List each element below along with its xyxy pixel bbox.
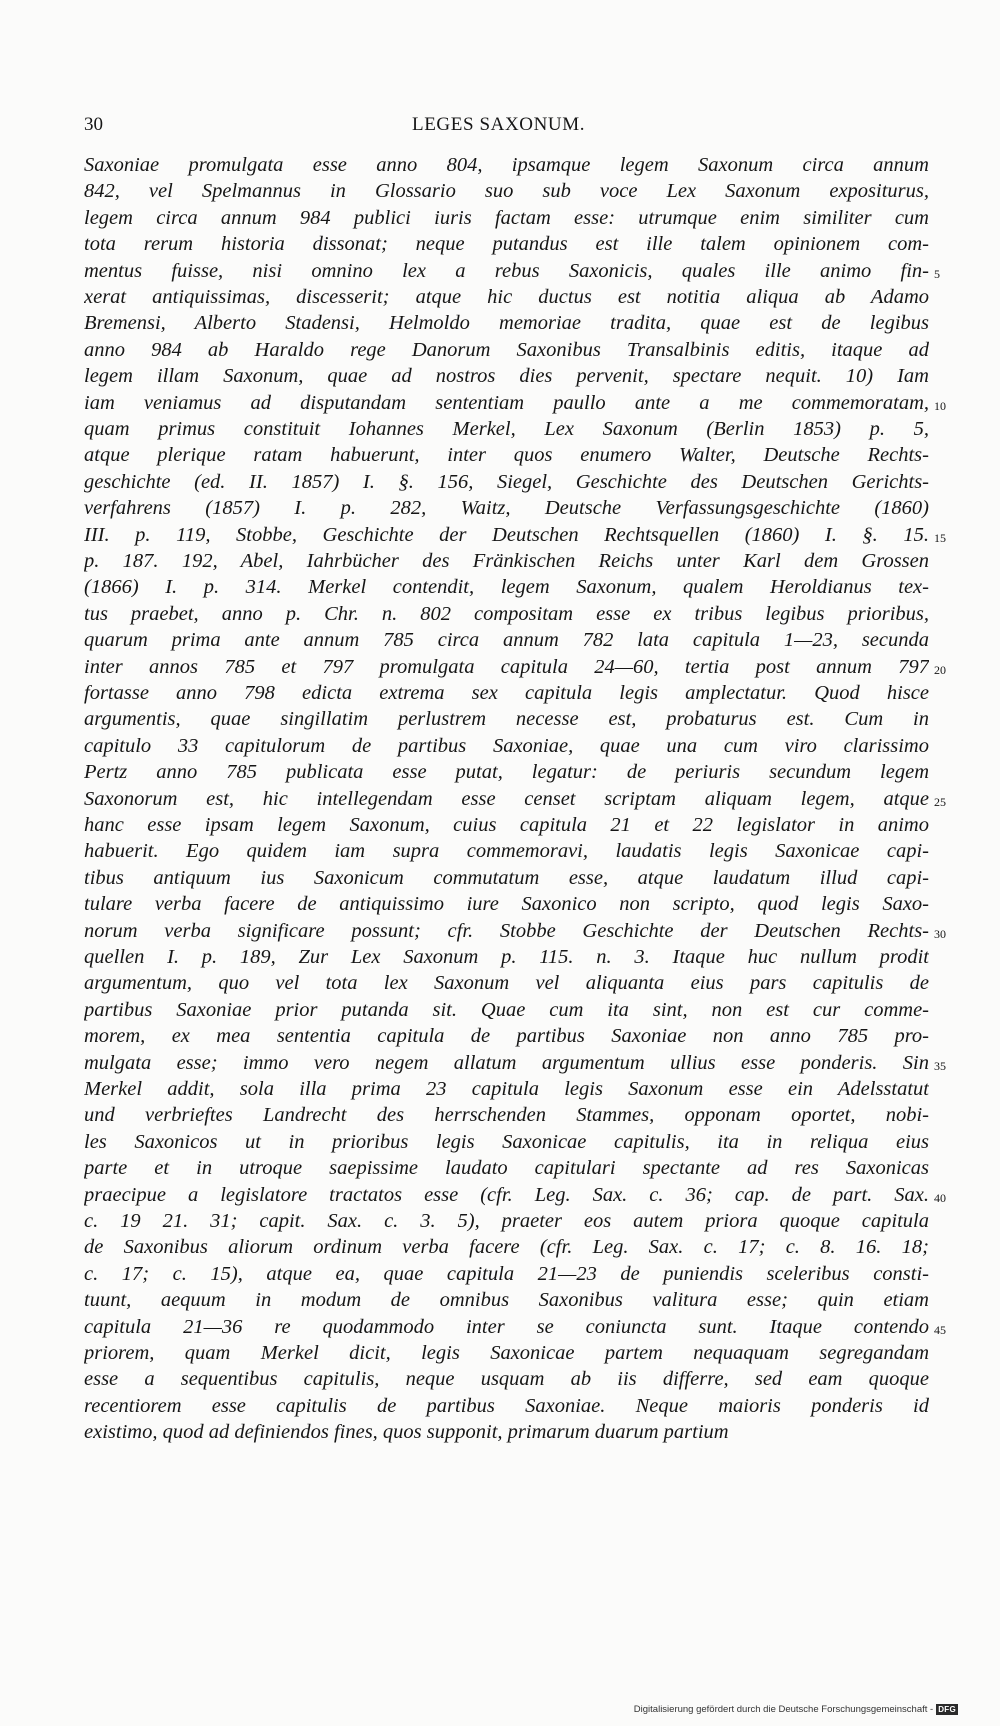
text-line: habuerit. Ego quidem iam supra commemoravi, laudatis legis Saxonicae capi- bbox=[84, 840, 929, 863]
line-number-marker: 15 bbox=[934, 530, 946, 545]
text-line: mentus fuisse, nisi omnino lex a rebus Saxonicis, quales ille animo fin- bbox=[84, 259, 929, 282]
text-line: iam veniamus ad disputandam sententiam paullo ante a me commemoratam, bbox=[84, 391, 929, 414]
text-line: xerat antiquissimas, discesserit; atque hic ductus est notitia aliqua ab Adamo bbox=[84, 286, 929, 308]
text-line: und verbrieftes Landrecht des herrschenden Stammes, opponam oportet, nobi- bbox=[84, 1104, 929, 1127]
text-line: (1866) I. p. 314. Merkel contendit, legem Saxonum, qualem Heroldianus tex- bbox=[84, 576, 929, 599]
text-line: capitulo 33 capitulorum de partibus Saxoniae, quae una cum viro clarissimo bbox=[84, 734, 929, 757]
text-line: atque plerique ratam habuerunt, inter quos enumero Walter, Deutsche Rechts- bbox=[84, 444, 929, 467]
credit-text: Digitalisierung gefördert durch die Deutsche Forschungsgemeinschaft - bbox=[633, 1704, 934, 1715]
line-number-marker: 30 bbox=[934, 926, 946, 941]
text-line: parte et in utroque saepissime laudato capitulari spectante ad res Saxonicas bbox=[84, 1157, 929, 1180]
text-line: p. 187. 192, Abel, Iahrbücher des Fränkischen Reichs unter Karl dem Grossen bbox=[84, 550, 929, 572]
text-line: priorem, quam Merkel dicit, legis Saxonicae partem nequaquam segregandam bbox=[84, 1342, 929, 1364]
text-line: Saxoniae promulgata esse anno 804, ipsamque legem Saxonum circa annum bbox=[84, 154, 929, 176]
text-line: morem, ex mea sententia capitula de partibus Saxoniae non anno 785 pro- bbox=[84, 1025, 929, 1048]
text-line: norum verba significare possunt; cfr. Stobbe Geschichte der Deutschen Rechts- bbox=[84, 919, 929, 942]
text-line: argumentis, quae singillatim perlustrem necesse est, probaturus est. Cum in bbox=[84, 708, 929, 731]
text-line: praecipue a legislatore tractatos esse (cfr. Leg. Sax. c. 36; cap. de part. Sax. bbox=[84, 1183, 929, 1206]
text-line: legem illam Saxonum, quae ad nostros dies pervenit, spectare nequit. 10) Iam bbox=[84, 365, 929, 388]
text-line: tota rerum historia dissonat; neque putandus est ille talem opinionem com- bbox=[84, 233, 929, 256]
text-line: existimo, quod ad definiendos fines, quos supponit, primarum duarum partium bbox=[84, 1421, 729, 1444]
line-number-marker: 5 bbox=[934, 266, 940, 281]
text-line: III. p. 119, Stobbe, Geschichte der Deutschen Rechtsquellen (1860) I. §. 15. bbox=[84, 523, 929, 546]
text-line: quam primus constituit Iohannes Merkel, Lex Saxonum (Berlin 1853) p. 5, bbox=[84, 418, 929, 440]
text-line: capitula 21—36 re quodammodo inter se coniuncta sunt. Itaque contendo bbox=[84, 1315, 929, 1338]
text-line: c. 17; c. 15), atque ea, quae capitula 21—23 de puniendis sceleribus consti- bbox=[84, 1262, 929, 1285]
text-line: anno 984 ab Haraldo rege Danorum Saxonibus Transalbinis editis, itaque ad bbox=[84, 338, 929, 361]
line-number-marker: 10 bbox=[934, 398, 946, 413]
text-line: Pertz anno 785 publicata esse putat, legatur: de periuris secundum legem bbox=[84, 761, 929, 784]
text-line: tuunt, aequum in modum de omnibus Saxonibus valitura esse; quin etiam bbox=[84, 1289, 929, 1312]
running-head: LEGES SAXONUM. bbox=[412, 114, 586, 135]
text-line: quellen I. p. 189, Zur Lex Saxonum p. 115. n. 3. Itaque huc nullum prodit bbox=[84, 946, 929, 968]
text-line: legem circa annum 984 publici iuris factam esse: utrumque enim similiter cum bbox=[84, 206, 929, 229]
text-line: fortasse anno 798 edicta extrema sex capitula legis amplectatur. Quod hisce bbox=[84, 682, 929, 704]
text-line: partibus Saxoniae prior putanda sit. Quae cum ita sint, non est cur comme- bbox=[84, 998, 929, 1021]
line-number-marker: 25 bbox=[934, 794, 946, 809]
text-line: verfahrens (1857) I. p. 282, Waitz, Deutsche Verfassungsgeschichte (1860) bbox=[84, 497, 929, 520]
text-line: Saxonorum est, hic intellegendam esse censet scriptam aliquam legem, atque bbox=[84, 787, 929, 810]
text-line: tulare verba facere de antiquissimo iure Saxonico non scripto, quod legis Saxo- bbox=[84, 893, 929, 916]
text-line: de Saxonibus aliorum ordinum verba facere (cfr. Leg. Sax. c. 17; c. 8. 16. 18; bbox=[84, 1236, 929, 1259]
line-number-marker: 45 bbox=[934, 1322, 946, 1337]
line-number-marker: 40 bbox=[934, 1190, 946, 1205]
text-line: quarum prima ante annum 785 circa annum 782 lata capitula 1—23, secunda bbox=[84, 629, 929, 652]
text-line: Merkel addit, sola illa prima 23 capitula legis Saxonum esse ein Adelsstatut bbox=[84, 1078, 929, 1100]
text-line: geschichte (ed. II. 1857) I. §. 156, Siegel, Geschichte des Deutschen Gerichts- bbox=[84, 470, 929, 493]
digitization-credit bbox=[634, 1704, 958, 1715]
page-number: 30 bbox=[84, 114, 103, 135]
text-line: les Saxonicos ut in prioribus legis Saxonicae capitulis, ita in reliqua eius bbox=[84, 1130, 929, 1153]
text-line: 842, vel Spelmannus in Glossario suo sub voce Lex Saxonum expositurus, bbox=[84, 180, 929, 203]
text-line: tibus antiquum ius Saxonicum commutatum esse, atque laudatum illud capi- bbox=[84, 866, 929, 889]
text-line: esse a sequentibus capitulis, neque usquam ab iis differre, sed eam quoque bbox=[84, 1368, 929, 1391]
text-line: Bremensi, Alberto Stadensi, Helmoldo memoriae tradita, quae est de legibus bbox=[84, 312, 929, 335]
line-number-marker: 35 bbox=[934, 1058, 946, 1073]
text-line: tus praebet, anno p. Chr. n. 802 compositam esse ex tribus legibus prioribus, bbox=[84, 602, 929, 625]
text-line: argumentum, quo vel tota lex Saxonum vel aliquanta eius pars capitulis de bbox=[84, 972, 929, 995]
dfg-logo: DFG bbox=[938, 1705, 956, 1714]
text-line: c. 19 21. 31; capit. Sax. c. 3. 5), praeter eos autem priora quoque capitula bbox=[84, 1210, 929, 1232]
text-line: recentiorem esse capitulis de partibus Saxoniae. Neque maioris ponderis id bbox=[84, 1394, 929, 1417]
text-line: mulgata esse; immo vero negem allatum argumentum ullius esse ponderis. Sin bbox=[84, 1051, 929, 1074]
line-number-marker: 20 bbox=[934, 662, 946, 677]
text-line: hanc esse ipsam legem Saxonum, cuius capitula 21 et 22 legislator in animo bbox=[84, 814, 929, 836]
text-line: inter annos 785 et 797 promulgata capitula 24—60, tertia post annum 797 bbox=[84, 655, 929, 678]
